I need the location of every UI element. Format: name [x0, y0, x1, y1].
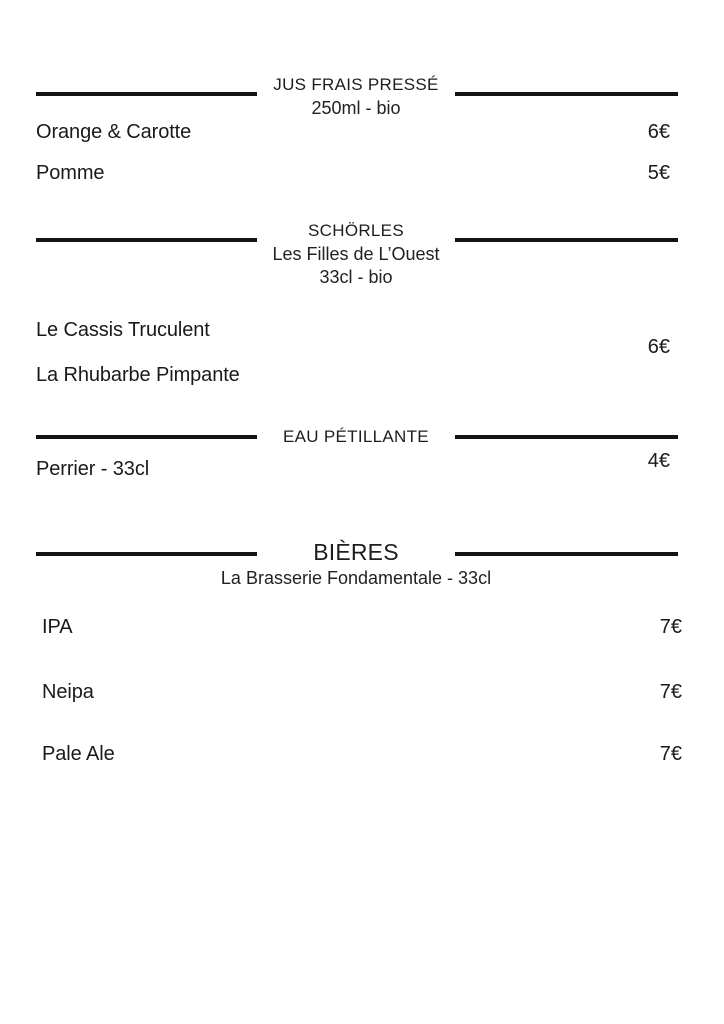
menu-item-name: Le Cassis Truculent — [36, 319, 210, 341]
menu-item-price: 7€ — [659, 743, 682, 765]
menu-item-name: Neipa — [42, 681, 94, 703]
menu-item-price: 5€ — [647, 162, 670, 184]
menu-item-shared-price: 6€ — [647, 336, 670, 358]
menu-item-name: Pomme — [36, 162, 105, 184]
menu-item-name: Perrier - 33cl — [36, 458, 150, 480]
section-subtitle: La Brasserie Fondamentale - 33cl — [220, 568, 492, 588]
menu-item-price: 6€ — [647, 121, 670, 143]
menu-item-price: 7€ — [659, 681, 682, 703]
menu-item-name: La Rhubarbe Pimpante — [36, 364, 240, 386]
section-title: EAU PÉTILLANTE — [283, 427, 429, 446]
section-subtitle: Les Filles de L’Ouest — [272, 244, 440, 264]
menu-item-name: Orange & Carotte — [36, 121, 192, 143]
menu-item-price: 7€ — [659, 616, 682, 638]
section-title: BIÈRES — [313, 539, 399, 565]
menu-item-name: Pale Ale — [42, 743, 115, 765]
section-subtitle: 33cl - bio — [319, 267, 393, 287]
section-title: SCHÖRLES — [308, 221, 404, 240]
section-title: JUS FRAIS PRESSÉ — [273, 75, 439, 94]
menu-item-price: 4€ — [647, 450, 670, 472]
menu-item-name: IPA — [42, 616, 73, 638]
section-subtitle: 250ml - bio — [311, 98, 401, 118]
